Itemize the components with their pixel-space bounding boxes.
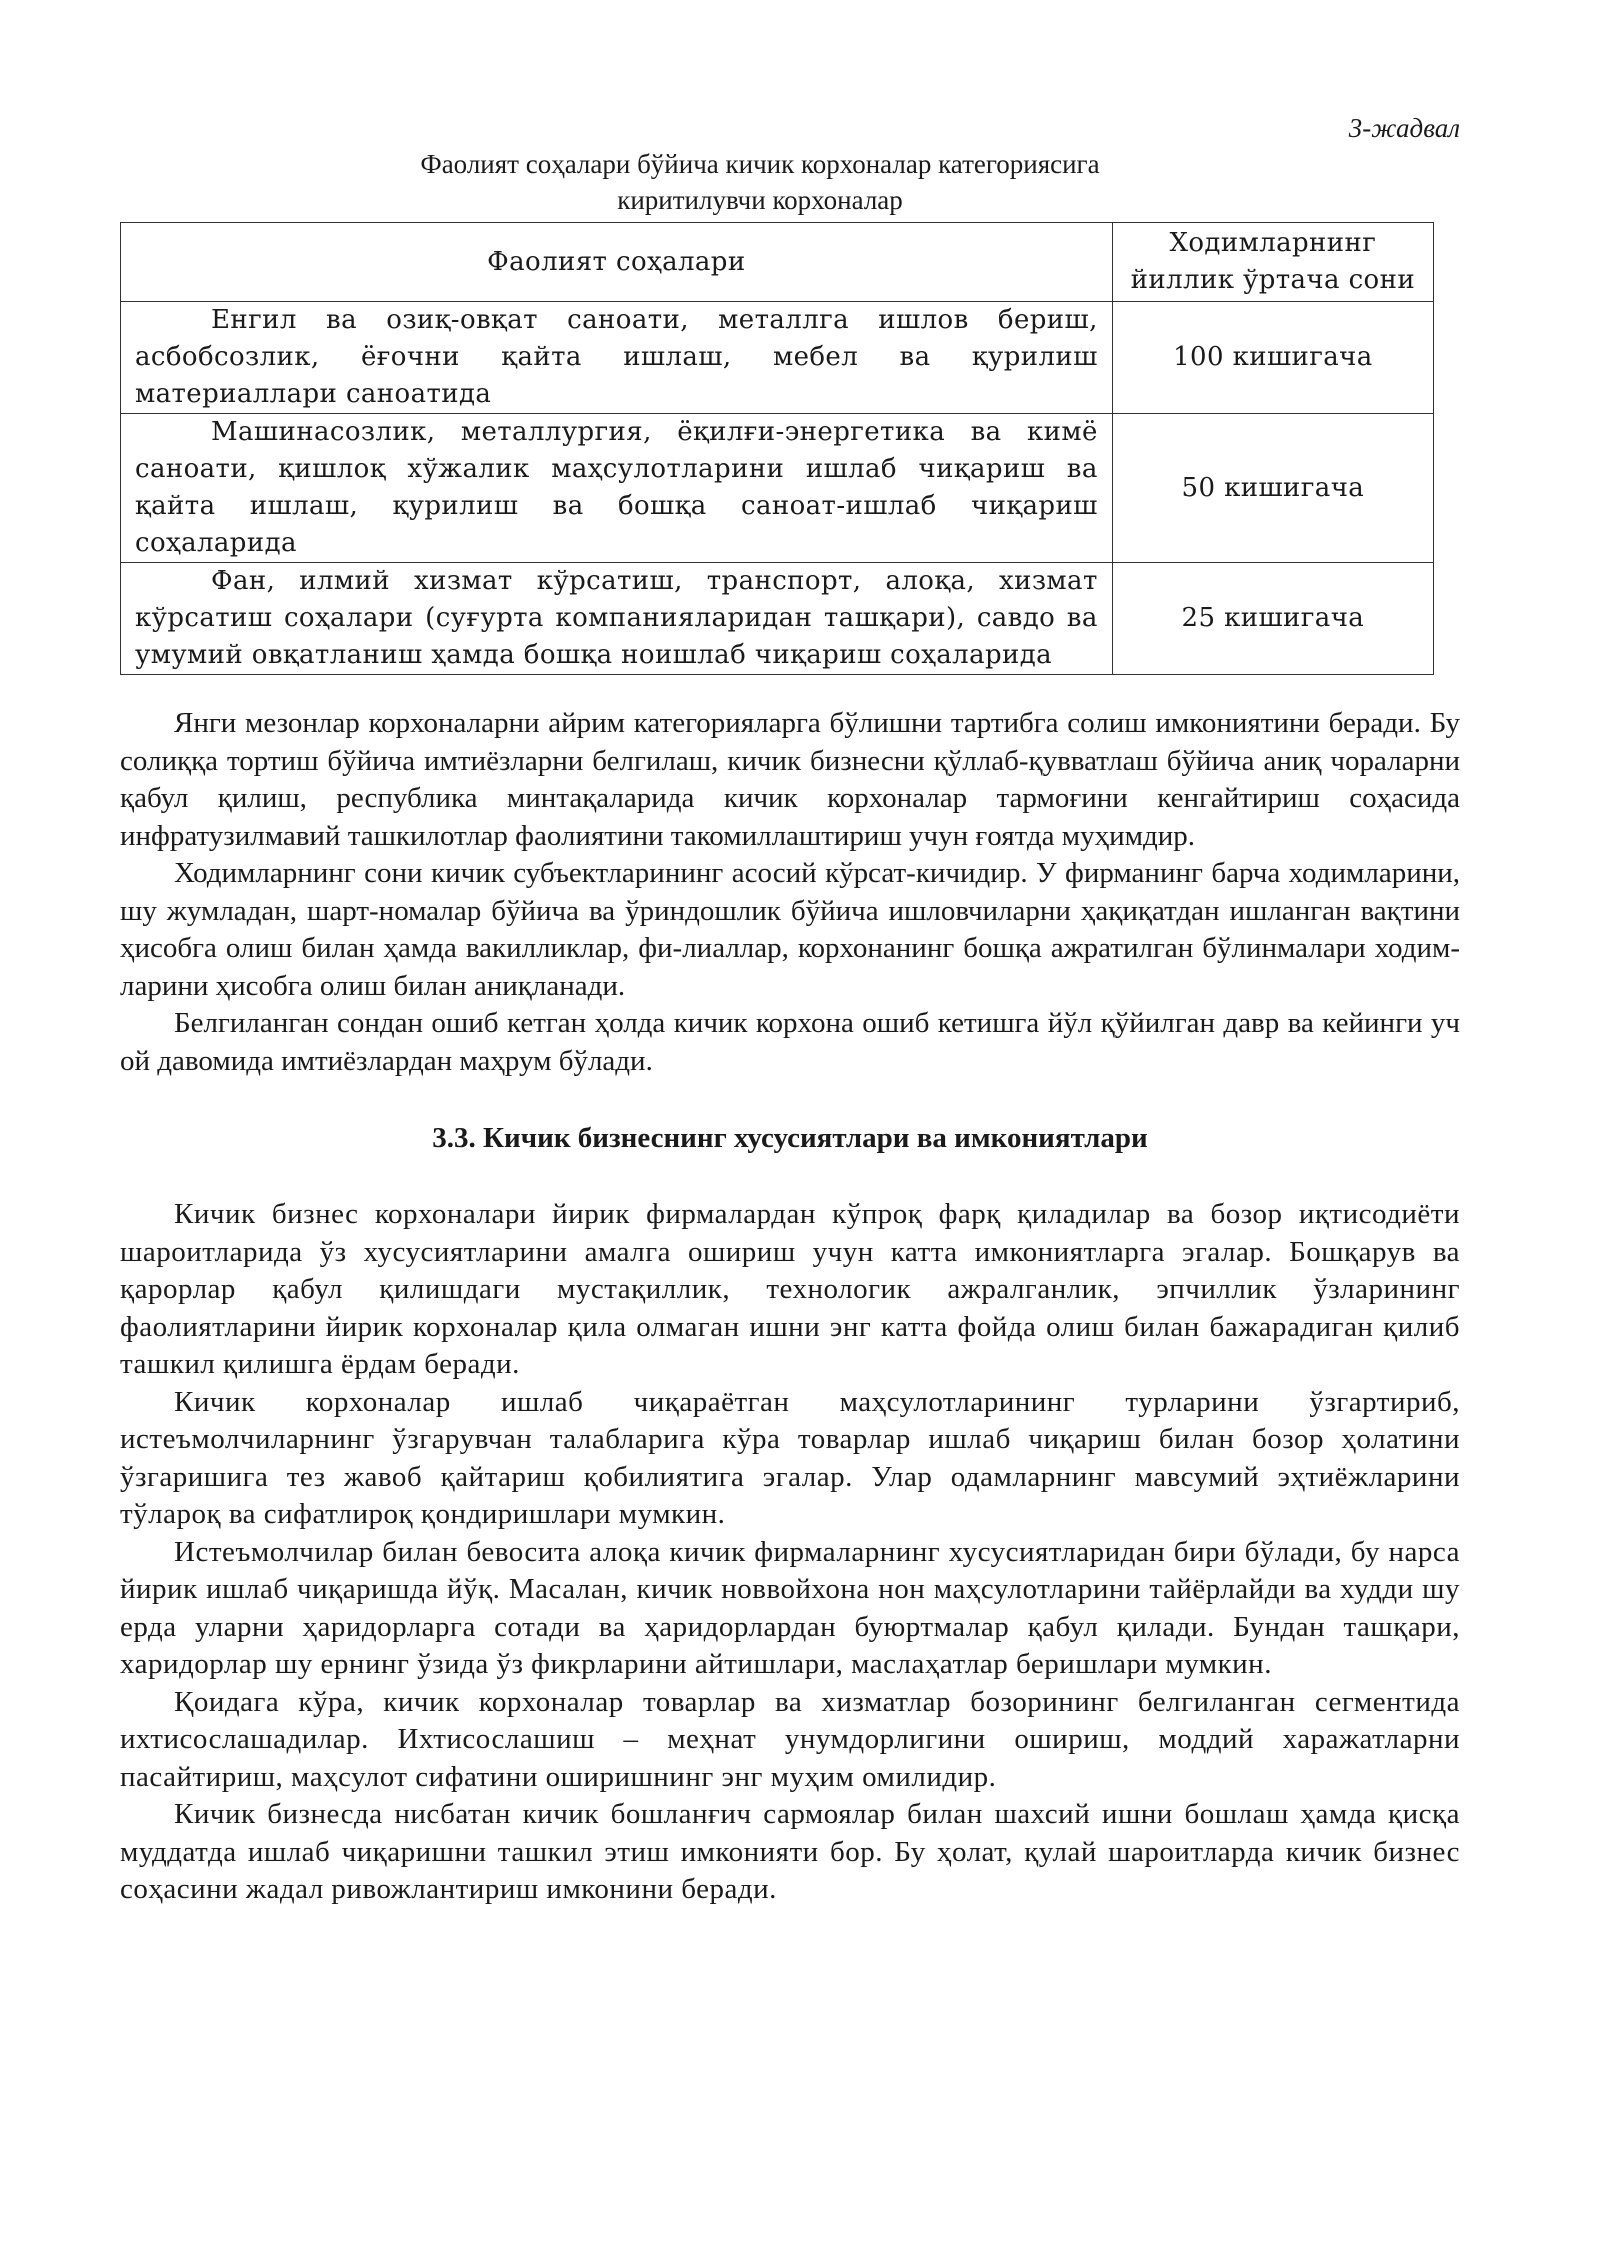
enterprise-category-table (120, 222, 1434, 675)
paragraph: Ходимларнинг сони кичик субъектларининг асосий кўрсат-кичидир. У фирманинг барча ходимларини, шу жумладан, шарт-номалар бўйича ва ўриндошлик бўйича ишловчиларни ҳақиқатдан ишланган вақтини ҳисобга олиш билан ҳамда вакилликлар, фи-лиаллар, корхонанинг бошқа ажратилган бўлинмалари ходим-ларини ҳисобга олиш билан аниқланади. (120, 857, 1460, 1002)
paragraph: Кичик бизнес корхоналари йирик фирмалардан кўпроқ фарқ қиладилар ва бозор иқтисодиёти шароитларида ўз хусусиятларини амалга ошириш учун катта имкониятларга эгалар. Бошқарув ва қарорлар қабул қилишдаги мустақиллик, технологик ажралганлик, эпчиллик ўзларининг фаолиятларини йирик корхоналар қила олмаган ишни энг катта фойда олиш билан бажарадиган қилиб ташкил қилишга ёрдам беради. (120, 1198, 1460, 1380)
table-row (121, 302, 1434, 414)
count-cell: 50 кишигача (1112, 414, 1433, 563)
header-activity: Фаолият соҳалари (121, 223, 1113, 302)
header-employee-count: Ходимларнинг йиллик ўртача сони (1112, 223, 1433, 302)
table-header-row (121, 223, 1434, 302)
table-caption-line-2: киритилувчи корхоналар (617, 185, 903, 215)
paragraph: Янги мезонлар корхоналарни айрим категорияларга бўлишни тартибга солиш имкониятини беради. Бу солиққа тортиш бўйича имтиёзларни белгилаш, кичик бизнесни қўллаб-қувватлаш бўйича аниқ чораларни қабул қилиш, республика минтақаларида кичик корхоналар тармоғини кенгайтириш соҳасида инфратузилмавий ташкилотлар фаолиятини такомиллаштириш учун ғоятда муҳимдир. (120, 707, 1460, 852)
count-cell: 25 кишигача (1112, 563, 1433, 675)
table-caption-line-1: Фаолият соҳалари бўйича кичик корхоналар категориясига (420, 149, 1100, 179)
table-label: 3-жадвал (1348, 113, 1460, 143)
table-row (121, 414, 1434, 563)
table-row (121, 563, 1434, 675)
activity-text: Фан, илмий хизмат кўрсатиш, транспорт, алоқа, хизмат кўрсатиш соҳалари (суғурта компанияларидан ташқари), савдо ва умумий овқатланиш ҳамда бошқа ноишлаб чиқариш соҳаларида (135, 566, 1098, 670)
activity-cell (121, 302, 1113, 414)
paragraph: Кичик корхоналар ишлаб чиқараётган маҳсулотларининг турларини ўзгартириб, истеъмолчиларнинг ўзгарувчан талабларига кўра товарлар ишлаб чиқариш билан бозор ҳолатини ўзгаришига тез жавоб қайтариш қобилиятига эгалар. Улар одамларнинг мавсумий эҳтиёжларини тўлароқ ва сифатлироқ қондиришлари мумкин. (120, 1385, 1460, 1530)
document-page (120, 110, 1460, 1909)
paragraph: Кичик бизнесда нисбатан кичик бошланғич сармоялар билан шахсий ишни бошлаш ҳамда қисқа муддатда ишлаб чиқаришни ташкил этиш имконияти бор. Бу ҳолат, қулай шароитларда кичик бизнес соҳасини жадал ривожлантириш имконини беради. (120, 1798, 1460, 1905)
paragraph: Белгиланган сондан ошиб кетган ҳолда кичик корхона ошиб кетишга йўл қўйилган давр ва кейинги уч ой давомида имтиёзлардан маҳрум бўлади. (120, 1007, 1460, 1077)
body-text-before-section (120, 705, 1460, 1080)
activity-text: Енгил ва озиқ-овқат саноати, металлга ишлов бериш, асбобсозлик, ёғочни қайта ишлаш, мебел ва қурилиш материаллари саноатида (135, 305, 1098, 409)
paragraph: Истеъмолчилар билан бевосита алоқа кичик фирмаларнинг хусусиятларидан бири бўлади, бу нарса йирик ишлаб чиқаришда йўқ. Масалан, кичик новвойхона нон маҳсулотларини тайёрлайди ва худди шу ерда уларни ҳаридорларга сотади ва ҳаридорлардан буюртмалар қабул қилади. Бундан ташқари, харидорлар шу ернинг ўзида ўз фикрларини айтишлари, маслаҳатлар беришлари мумкин. (120, 1535, 1460, 1680)
table-caption (120, 146, 1400, 218)
paragraph: Қоидага кўра, кичик корхоналар товарлар ва хизматлар бозорининг белгиланган сегментида ихтисослашадилар. Ихтисослашиш – меҳнат унумдорлигини ошириш, моддий харажатларни пасайтириш, маҳсулот сифатини оширишнинг энг муҳим омилидир. (120, 1685, 1460, 1793)
activity-cell (121, 414, 1113, 563)
count-cell: 100 кишигача (1112, 302, 1433, 414)
activity-text: Машинасозлик, металлургия, ёқилғи-энергетика ва кимё саноати, қишлоқ хўжалик маҳсулотларини ишлаб чиқариш ва қайта ишлаш, қурилиш ва бошқа саноат-ишлаб чиқариш соҳаларида (135, 417, 1098, 558)
section-title: 3.3. Кичик бизнеснинг хусусиятлари ва имкониятлари (432, 1122, 1148, 1154)
body-text-after-section (120, 1196, 1460, 1909)
activity-cell (121, 563, 1113, 675)
